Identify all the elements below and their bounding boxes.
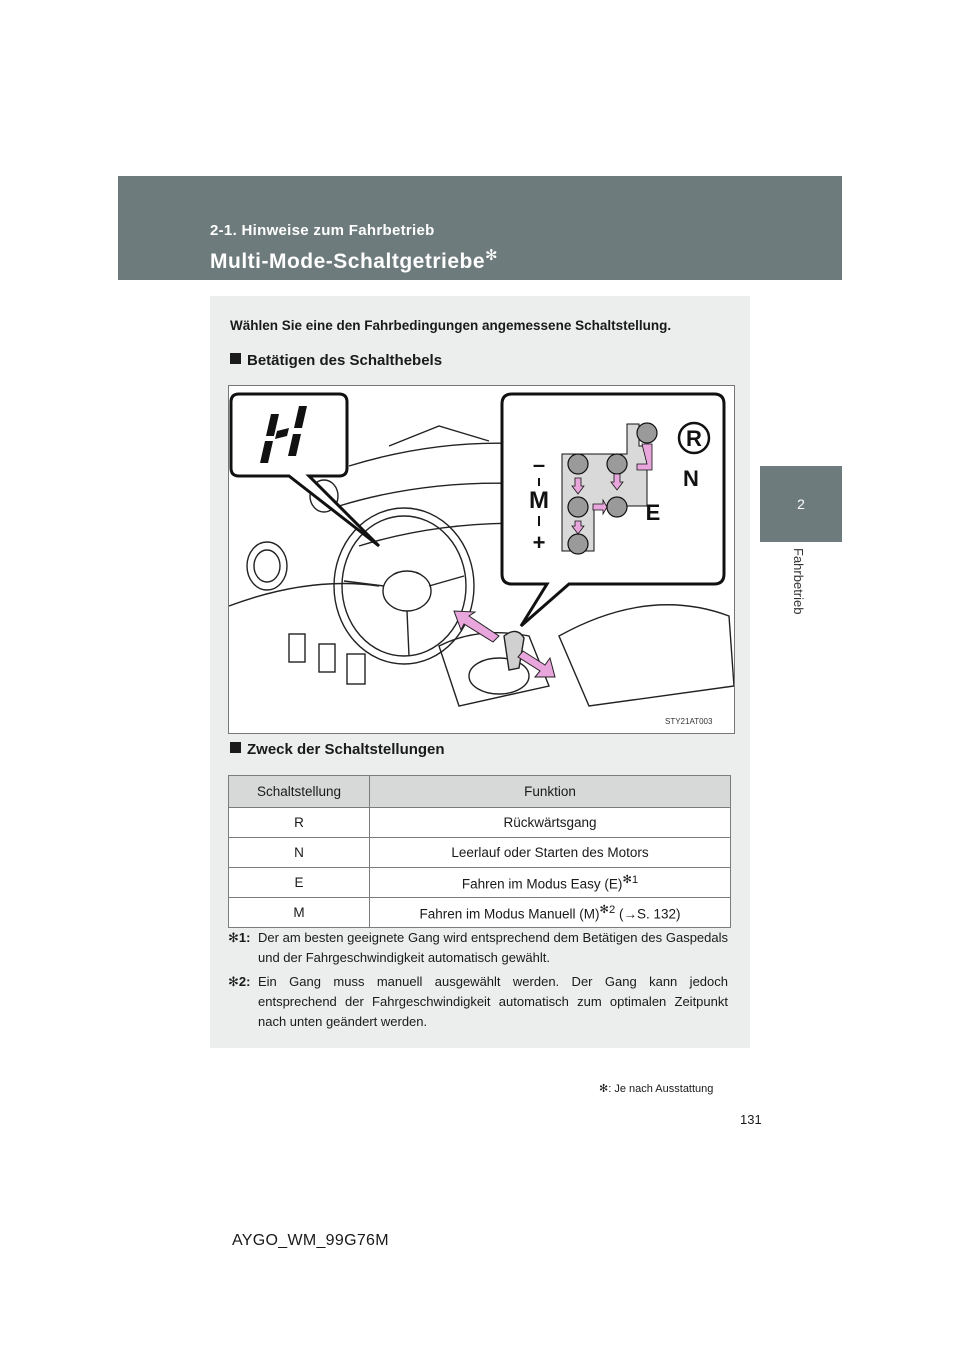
pedal-icon xyxy=(347,654,365,684)
shift-lever-illustration xyxy=(228,385,735,734)
gear-label-e: E xyxy=(645,500,661,525)
gate-position-e xyxy=(607,497,627,517)
table-row xyxy=(229,868,731,898)
gate-position-m-plus xyxy=(568,534,588,554)
section-heading-purpose xyxy=(230,741,445,758)
center-console xyxy=(439,633,549,706)
table-cell-position: R xyxy=(229,808,370,838)
section-label: 2-1. Hinweise zum Fahrbetrieb xyxy=(210,222,435,239)
table-cell-position: E xyxy=(229,868,370,898)
intro-text: Wählen Sie eine den Fahrbedingungen angemessene Schaltstellung. xyxy=(230,318,672,333)
function-text: Fahren im Modus Manuell (M) xyxy=(419,906,600,922)
steering-spokes xyxy=(344,576,464,656)
table-cell-position: M xyxy=(229,898,370,928)
document-code: AYGO_WM_99G76M xyxy=(232,1232,389,1249)
footnote-ref[interactable]: ✻2 xyxy=(599,904,616,917)
gear-label-plus: + xyxy=(532,530,546,555)
page-reference-link[interactable]: (→S. 132) xyxy=(615,906,681,922)
gate-position-m xyxy=(568,497,588,517)
equipment-footnote: ✻: Je nach Ausstattung xyxy=(599,1083,714,1095)
table-cell-function xyxy=(370,898,731,928)
shift-position-table xyxy=(228,775,731,928)
footnote-text: Ein Gang muss manuell ausgewählt werden. Der Gang kann jedoch entsprechend der Fahrgeschwindigkeit automatisch zum optimalen Zeitpunkt nach unten geändert werden. xyxy=(258,974,728,1029)
chapter-number: 2 xyxy=(797,496,805,512)
gate-position-r xyxy=(637,423,657,443)
square-bullet-icon xyxy=(230,353,241,364)
footnote-mark: ✻2: xyxy=(228,974,251,989)
footnote-ref[interactable]: ✻1 xyxy=(622,874,639,887)
page-number: 131 xyxy=(740,1112,762,1127)
table-header-cell: Funktion xyxy=(370,776,731,808)
gear-label-m: M xyxy=(529,487,549,514)
page-title-text: Multi-Mode-Schaltgetriebe xyxy=(210,250,486,273)
footnote-text: Der am besten geeignete Gang wird entsprechend dem Betätigen des Gaspedals und der Fahrgeschwindigkeit automatisch gewählt. xyxy=(258,930,728,965)
steering-hub xyxy=(383,571,431,611)
table-header-cell: Schaltstellung xyxy=(229,776,370,808)
table-cell-function xyxy=(370,838,731,868)
dashboard-line xyxy=(229,584,379,607)
function-text: Rückwärtsgang xyxy=(503,815,597,830)
illustration-code: STY21AT003 xyxy=(665,717,713,726)
gear-label-n: N xyxy=(683,466,699,491)
footnote-mark: ✻1: xyxy=(228,930,251,945)
section-heading-text: Zweck der Schaltstellungen xyxy=(247,741,445,758)
air-vent-inner xyxy=(254,550,280,582)
page-title xyxy=(210,246,498,274)
section-heading-operation xyxy=(230,352,442,369)
gate-position-n xyxy=(607,454,627,474)
dashboard-line xyxy=(389,426,489,446)
display-callout xyxy=(231,394,379,546)
function-text: Fahren im Modus Easy (E) xyxy=(461,876,623,892)
steering-wheel-inner xyxy=(342,516,466,656)
square-bullet-icon xyxy=(230,742,241,753)
footnote-1 xyxy=(228,928,728,968)
gear-label-r: R xyxy=(686,426,702,451)
function-text: Leerlauf oder Starten des Motors xyxy=(451,845,649,860)
illustration-svg xyxy=(229,386,734,733)
table-row xyxy=(229,898,731,928)
table-cell-function xyxy=(370,808,731,838)
chapter-tab[interactable] xyxy=(760,466,842,542)
seat-outline xyxy=(559,605,734,706)
pedal-icon xyxy=(289,634,305,662)
header-gap xyxy=(842,176,960,280)
table-header-row xyxy=(229,776,731,808)
title-marker: ✻ xyxy=(485,247,499,264)
chapter-label: Fahrbetrieb xyxy=(791,548,806,615)
table-row xyxy=(229,838,731,868)
gate-position-m-minus xyxy=(568,454,588,474)
section-heading-text: Betätigen des Schalthebels xyxy=(247,352,443,369)
table-cell-function xyxy=(370,868,731,898)
table-cell-position: N xyxy=(229,838,370,868)
footnote-2 xyxy=(228,972,728,1032)
pedal-icon xyxy=(319,644,335,672)
gear-label-minus: – xyxy=(532,452,546,477)
air-vent-icon xyxy=(247,542,287,590)
table-row xyxy=(229,808,731,838)
